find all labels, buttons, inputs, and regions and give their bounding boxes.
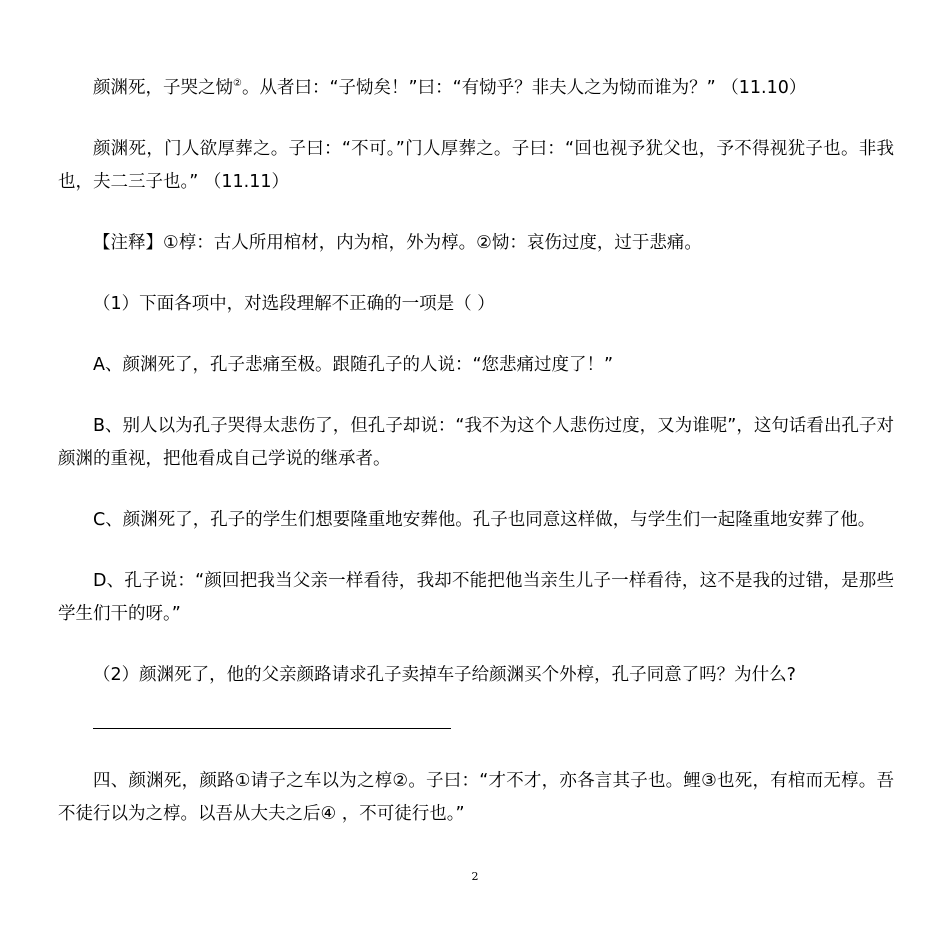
option-a: A、颜渊死了，孔子悲痛至极。跟随孔子的人说：“您悲痛过度了！”: [93, 355, 614, 375]
question-1: （1）下面各项中，对选段理解不正确的一项是（ ）: [93, 294, 495, 314]
option-b: B、别人以为孔子哭得太悲伤了，但孔子却说：“我不为这个人悲伤过度，又为谁呢”，这句话看出孔子对颜渊的重视，把他看成自己学说的继承者。: [58, 416, 894, 469]
passage-11-10: [58, 72, 894, 105]
page-number: 2: [471, 870, 479, 883]
section-four-passage: 四、颜渊死，颜路①请子之车以为之椁②。子曰：“才不才，亦各言其子也。鲤③也死，有棺而无椁。吾不徒行以为之椁。以吾从大夫之后④ ，不可徒行也。”: [58, 771, 894, 824]
document-page: [58, 72, 894, 831]
question-2: （2）颜渊死了，他的父亲颜路请求孔子卖掉车子给颜渊买个外椁，孔子同意了吗？为什么?: [93, 665, 796, 685]
option-c: C、颜渊死了，孔子的学生们想要隆重地安葬他。孔子也同意这样做，与学生们一起隆重地安葬了他。: [93, 510, 876, 530]
passage-11-10-text-b: 。从者曰：“子恸矣！”曰：“有恸乎？非夫人之为恸而谁为？” （11.10）: [241, 78, 807, 98]
footnote-mark: ②: [233, 78, 242, 90]
option-d: D、孔子说：“颜回把我当父亲一样看待，我却不能把他当亲生儿子一样看待，这不是我的过错，是那些学生们干的呀。”: [58, 571, 894, 624]
passage-11-10-text-a: 颜渊死，子哭之恸: [93, 78, 233, 98]
answer-line[interactable]: [93, 728, 451, 729]
annotation-notes: 【注释】①椁：古人所用棺材，内为棺，外为椁。②恸：哀伤过度，过于悲痛。: [93, 233, 702, 253]
passage-11-11: 颜渊死，门人欲厚葬之。子曰：“不可。”门人厚葬之。子曰：“回也视予犹父也，予不得视犹子也。非我也，夫二三子也。” （11.11）: [58, 139, 894, 192]
